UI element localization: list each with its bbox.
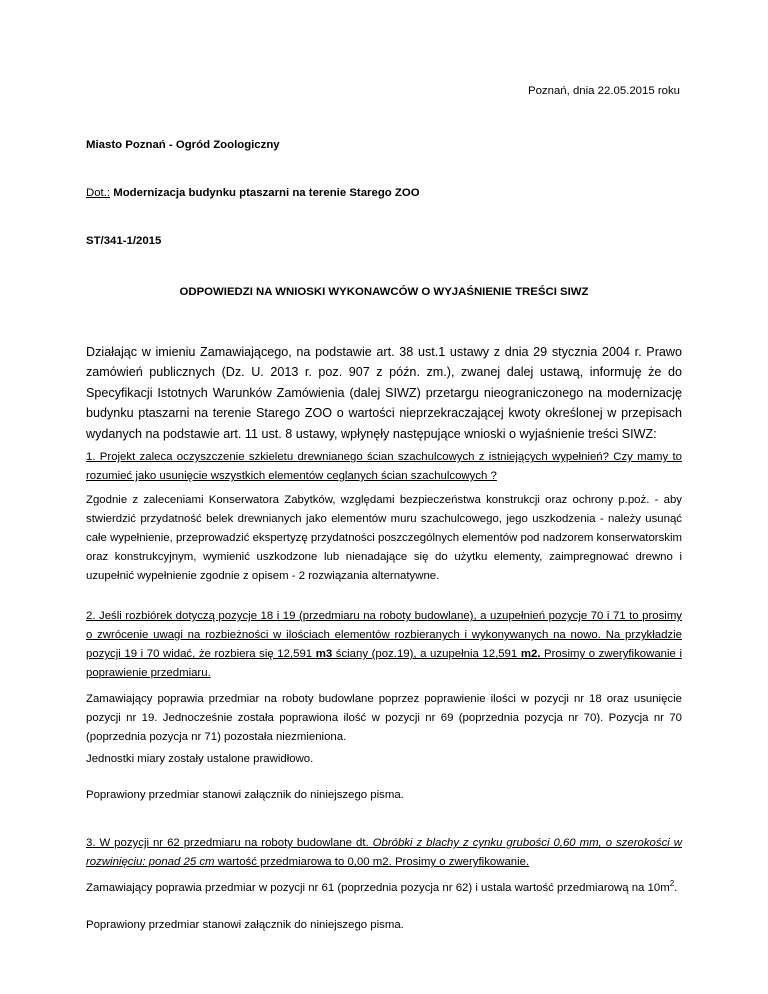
question-2	[86, 607, 682, 683]
place-date: Poznań, dnia 22.05.2015 roku	[528, 85, 680, 97]
document-title: ODPOWIEDZI NA WNIOSKI WYKONAWCÓW O WYJAŚNIENIE TREŚCI SIWZ	[179, 286, 589, 298]
answer-1: Zgodnie z zaleceniami Konserwatora Zabytków, względami bezpieczeństwa konstrukcji oraz ochrony p.poż. - aby stwierdzić przydatność belek drewnianych jako elementów muru szachulcowego, jego uszkodzenia - należy usunąć całe wypełnienie, przeprowadzić ekspertyzę przydatności poszczególnych elementów pod nadzorem konserwatorskim oraz konstrukcyjnym, wymienić uszkodzone lub nienadające się do użytku elementy, zaimpregnować drewno i uzupełnić wypełnienie zgodnie z opisem - 2 rozwiązania alternatywne.	[86, 494, 682, 582]
answer-3-superscript: 2	[669, 879, 675, 889]
question-3-part1: 3. W pozycji nr 62 przedmiaru na roboty budowlane dt.	[86, 837, 373, 849]
question-3-italic: Obróbki z blachy z cynku grubości 0,60 mm, o szerokości w rozwinięciu: ponad 25 cm	[86, 837, 682, 868]
question-2-part1: 2. Jeśli rozbiórek dotyczą pozycje 18 i 19 (przedmiaru na roboty budowlane), a uzupełnień pozycje 70 i 71 to prosimy o zwrócenie uwagi na rozbieżności w ilościach elementów rozbieranych i wykonywanych na nowo. Na przykładzie pozycji 19 i 70 widać, że rozbiera się 12,591	[86, 610, 682, 660]
reference-number: ST/341-1/2015	[86, 235, 162, 247]
question-1: 1. Projekt zaleca oczyszczenie szkieletu drewnianego ścian szachulcowych z istniejących wypełnień? Czy mamy to rozumieć jako usunięcie wszystkich elementów ceglanych ścian szachulcowych ?	[86, 451, 682, 482]
subject-line	[86, 184, 420, 203]
answer-2-attachment-note: Poprawiony przedmiar stanowi załącznik do niniejszego pisma.	[86, 789, 404, 801]
subject: Modernizacja budynku ptaszarni na terenie Starego ZOO	[110, 187, 420, 199]
answer-2: Zamawiający poprawia przedmiar na roboty budowlane poprzez poprawienie ilości w pozycji nr 18 oraz usunięcie pozycji nr 19. Jednocześnie została poprawiona ilość w pozycji nr 69 (poprzednia pozycja nr 70). Pozycja nr 70 (poprzednia pozycja nr 71) pozostała niezmieniona.	[86, 693, 682, 743]
answer-3-end: .	[674, 882, 678, 894]
intro-paragraph: Działając w imieniu Zamawiającego, na podstawie art. 38 ust.1 ustawy z dnia 29 stycznia 2004 r. Prawo zamówień publicznych (Dz. U. 2013 r. poz. 907 z późn. zm.), zwanej dalej ustawą, informuję że do Specyfikacji Istotnych Warunków Zamówienia (dalej SIWZ) przetargu nieograniczonego na modernizację budynku ptaszarni na terenie Starego ZOO o wartości nieprzekraczającej kwoty określonej w przepisach wydanych na podstawie art. 11 ust. 8 ustawy, wpłynęły następujące wnioski o wyjaśnienie treści SIWZ:	[86, 345, 682, 441]
addressee: Miasto Poznań - Ogród Zoologiczny	[86, 139, 280, 151]
question-2-part2: ściany (poz.19), a uzupełnia 12,591	[332, 648, 521, 660]
question-3	[86, 834, 682, 872]
answer-3-attachment-note: Poprawiony przedmiar stanowi załącznik do niniejszego pisma.	[86, 919, 404, 931]
question-2-part3: Prosimy o zweryfikowanie i poprawienie przedmiaru.	[86, 648, 682, 679]
answer-3	[86, 879, 677, 898]
answer-2-units-note: Jednostki miary zostały ustalone prawidłowo.	[86, 753, 314, 765]
question-2-unit1: m3	[315, 648, 333, 660]
question-3-part2: wartość przedmiarowa to 0,00 m2. Prosimy o zweryfikowanie.	[214, 856, 530, 868]
answer-3-text: Zamawiający poprawia przedmiar w pozycji nr 61 (poprzednia pozycja nr 62) i ustala wartość przedmiarową na 10m	[86, 882, 670, 894]
subject-label: Dot.:	[86, 187, 111, 199]
question-2-unit2: m2.	[520, 648, 541, 660]
